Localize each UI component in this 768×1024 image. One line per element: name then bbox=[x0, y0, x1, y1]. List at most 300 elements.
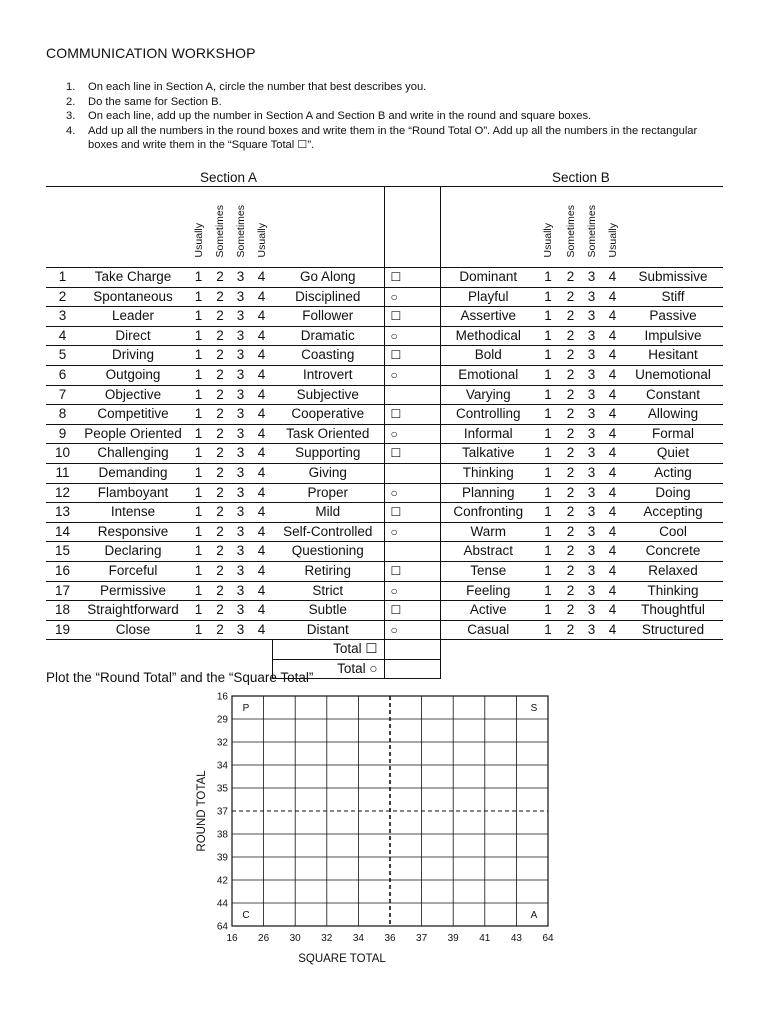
section-b-score-option[interactable]: 3 bbox=[581, 326, 602, 346]
section-a-left-trait: Challenging bbox=[79, 444, 187, 464]
row-number: 6 bbox=[46, 365, 79, 385]
section-a-score-option[interactable]: 2 bbox=[210, 522, 230, 542]
section-b-score-option[interactable]: 2 bbox=[560, 307, 581, 327]
section-a-left-trait: Responsive bbox=[79, 522, 187, 542]
section-b-score-option[interactable]: 4 bbox=[602, 268, 623, 288]
section-b-score-option[interactable]: 1 bbox=[536, 483, 560, 503]
section-a-score-option[interactable]: 3 bbox=[230, 385, 251, 405]
section-a-score-option[interactable]: 4 bbox=[251, 561, 272, 581]
section-b-score-option[interactable]: 1 bbox=[536, 326, 560, 346]
section-b-score-option[interactable]: 2 bbox=[560, 405, 581, 425]
section-b-score-option[interactable]: 1 bbox=[536, 385, 560, 405]
section-a-score-option[interactable]: 2 bbox=[210, 503, 230, 523]
section-b-right-trait: Doing bbox=[623, 483, 723, 503]
section-a-right-trait: Questioning bbox=[272, 542, 384, 562]
section-b-left-trait: Talkative bbox=[440, 444, 536, 464]
section-a-right-trait: Dramatic bbox=[272, 326, 384, 346]
section-b-score-option[interactable]: 2 bbox=[560, 581, 581, 601]
section-b-left-trait: Active bbox=[440, 601, 536, 621]
row-number: 7 bbox=[46, 385, 79, 405]
section-a-score-option[interactable]: 3 bbox=[230, 620, 251, 640]
section-a-right-trait: Giving bbox=[272, 463, 384, 483]
section-b-right-trait: Formal bbox=[623, 424, 723, 444]
section-a-right-trait: Mild bbox=[272, 503, 384, 523]
section-a-left-trait: Forceful bbox=[79, 561, 187, 581]
section-a-score-option[interactable]: 4 bbox=[251, 463, 272, 483]
row-number: 3 bbox=[46, 307, 79, 327]
x-tick-label: 30 bbox=[289, 933, 301, 944]
section-b-score-option[interactable]: 2 bbox=[560, 385, 581, 405]
section-b-score-option[interactable]: 4 bbox=[602, 307, 623, 327]
section-b-score-option[interactable]: 3 bbox=[581, 287, 602, 307]
section-b-right-trait: Constant bbox=[623, 385, 723, 405]
section-a-score-option[interactable]: 4 bbox=[251, 268, 272, 288]
score-box[interactable]: ○ bbox=[384, 424, 440, 444]
section-a-right-trait: Go Along bbox=[272, 268, 384, 288]
section-a-left-trait: Leader bbox=[79, 307, 187, 327]
score-box[interactable]: ☐ bbox=[384, 561, 440, 581]
section-b-score-option[interactable]: 1 bbox=[536, 522, 560, 542]
section-a-score-option[interactable]: 1 bbox=[187, 365, 210, 385]
y-tick-label: 42 bbox=[216, 875, 228, 887]
section-a-right-trait: Retiring bbox=[272, 561, 384, 581]
total-square-value-box[interactable] bbox=[384, 640, 440, 660]
score-box[interactable] bbox=[384, 542, 440, 562]
section-a-label: Section A bbox=[200, 170, 258, 185]
section-b-score-option[interactable]: 4 bbox=[602, 542, 623, 562]
section-a-score-option[interactable]: 3 bbox=[230, 405, 251, 425]
section-a-score-option[interactable]: 4 bbox=[251, 444, 272, 464]
section-b-score-option[interactable]: 4 bbox=[602, 346, 623, 366]
section-a-score-option[interactable]: 2 bbox=[210, 326, 230, 346]
section-b-score-option[interactable]: 4 bbox=[602, 561, 623, 581]
section-a-score-option[interactable]: 4 bbox=[251, 307, 272, 327]
table-row bbox=[46, 522, 723, 542]
y-tick-label: 64 bbox=[216, 921, 228, 933]
section-b-score-option[interactable]: 3 bbox=[581, 542, 602, 562]
section-a-left-trait: Permissive bbox=[79, 581, 187, 601]
section-b-score-option[interactable]: 3 bbox=[581, 268, 602, 288]
section-a-right-trait: Strict bbox=[272, 581, 384, 601]
section-a-score-option[interactable]: 1 bbox=[187, 307, 210, 327]
section-b-score-option[interactable]: 2 bbox=[560, 444, 581, 464]
section-b-right-trait: Thoughtful bbox=[623, 601, 723, 621]
section-a-score-option[interactable]: 3 bbox=[230, 522, 251, 542]
section-a-score-option[interactable]: 1 bbox=[187, 444, 210, 464]
section-a-score-option[interactable]: 1 bbox=[187, 463, 210, 483]
row-number: 2 bbox=[46, 287, 79, 307]
section-b-score-option[interactable]: 4 bbox=[602, 522, 623, 542]
section-a-score-option[interactable]: 3 bbox=[230, 601, 251, 621]
section-a-score-option[interactable]: 1 bbox=[187, 326, 210, 346]
section-b-score-option[interactable]: 1 bbox=[536, 444, 560, 464]
section-a-score-option[interactable]: 1 bbox=[187, 268, 210, 288]
section-b-right-trait: Structured bbox=[623, 620, 723, 640]
x-axis-title: SQUARE TOTAL bbox=[298, 953, 386, 965]
section-b-score-option[interactable]: 1 bbox=[536, 346, 560, 366]
section-b-right-trait: Unemotional bbox=[623, 365, 723, 385]
blank-cell bbox=[440, 659, 723, 679]
scale-header-b-text: Usually bbox=[542, 222, 554, 258]
section-a-score-option[interactable]: 3 bbox=[230, 326, 251, 346]
quadrant-corner-label: P bbox=[242, 703, 250, 714]
section-a-right-trait: Coasting bbox=[272, 346, 384, 366]
section-b-score-option[interactable]: 4 bbox=[602, 385, 623, 405]
section-b-score-option[interactable]: 3 bbox=[581, 346, 602, 366]
section-b-score-option[interactable]: 3 bbox=[581, 581, 602, 601]
section-b-score-option[interactable]: 1 bbox=[536, 287, 560, 307]
score-box[interactable] bbox=[384, 385, 440, 405]
section-b-score-option[interactable]: 1 bbox=[536, 561, 560, 581]
section-a-score-option[interactable]: 4 bbox=[251, 326, 272, 346]
section-a-score-option[interactable]: 3 bbox=[230, 287, 251, 307]
section-b-left-trait: Feeling bbox=[440, 581, 536, 601]
header-cell bbox=[272, 187, 384, 268]
section-b-left-trait: Planning bbox=[440, 483, 536, 503]
section-b-left-trait: Tense bbox=[440, 561, 536, 581]
section-a-score-option[interactable]: 4 bbox=[251, 365, 272, 385]
section-a-left-trait: Straightforward bbox=[79, 601, 187, 621]
y-tick-label: 38 bbox=[216, 829, 228, 841]
page-title: COMMUNICATION WORKSHOP bbox=[46, 45, 256, 61]
row-number: 5 bbox=[46, 346, 79, 366]
section-b-score-option[interactable]: 2 bbox=[560, 522, 581, 542]
section-a-score-option[interactable]: 4 bbox=[251, 601, 272, 621]
header-cell bbox=[623, 187, 723, 268]
section-b-score-option[interactable]: 2 bbox=[560, 561, 581, 581]
section-a-score-option[interactable]: 4 bbox=[251, 287, 272, 307]
table-row bbox=[46, 483, 723, 503]
score-box[interactable]: ○ bbox=[384, 522, 440, 542]
section-a-score-option[interactable]: 3 bbox=[230, 463, 251, 483]
instruction-number: 1. bbox=[66, 81, 76, 93]
table-row bbox=[46, 620, 723, 640]
section-a-score-option[interactable]: 2 bbox=[210, 561, 230, 581]
section-b-score-option[interactable]: 4 bbox=[602, 581, 623, 601]
section-b-left-trait: Casual bbox=[440, 620, 536, 640]
section-b-score-option[interactable]: 2 bbox=[560, 287, 581, 307]
section-b-score-option[interactable]: 1 bbox=[536, 503, 560, 523]
quadrant-corner-label: C bbox=[242, 910, 250, 921]
section-a-score-option[interactable]: 1 bbox=[187, 542, 210, 562]
section-a-score-option[interactable]: 3 bbox=[230, 365, 251, 385]
scale-header-a-text: Sometimes bbox=[214, 204, 226, 258]
section-b-score-option[interactable]: 1 bbox=[536, 581, 560, 601]
scale-header-a-text: Usually bbox=[255, 222, 268, 258]
scale-header-a bbox=[210, 187, 230, 268]
row-number: 8 bbox=[46, 405, 79, 425]
section-a-left-trait: Objective bbox=[79, 385, 187, 405]
section-b-left-trait: Emotional bbox=[440, 365, 536, 385]
section-b-score-option[interactable]: 2 bbox=[560, 365, 581, 385]
section-b-score-option[interactable]: 2 bbox=[560, 326, 581, 346]
section-a-score-option[interactable]: 1 bbox=[187, 287, 210, 307]
section-b-score-option[interactable]: 3 bbox=[581, 561, 602, 581]
section-b-right-trait: Passive bbox=[623, 307, 723, 327]
section-b-left-trait: Thinking bbox=[440, 463, 536, 483]
section-a-score-option[interactable]: 1 bbox=[187, 424, 210, 444]
section-b-right-trait: Acting bbox=[623, 463, 723, 483]
row-number: 13 bbox=[46, 503, 79, 523]
score-box[interactable]: ○ bbox=[384, 483, 440, 503]
section-b-score-option[interactable]: 4 bbox=[602, 620, 623, 640]
section-b-left-trait: Bold bbox=[440, 346, 536, 366]
total-round-value-box[interactable] bbox=[384, 659, 440, 679]
section-a-score-option[interactable]: 4 bbox=[251, 522, 272, 542]
table-row bbox=[46, 561, 723, 581]
section-b-score-option[interactable]: 1 bbox=[536, 365, 560, 385]
section-b-score-option[interactable]: 3 bbox=[581, 601, 602, 621]
section-b-right-trait: Accepting bbox=[623, 503, 723, 523]
score-box[interactable]: ☐ bbox=[384, 268, 440, 288]
section-a-score-option[interactable]: 2 bbox=[210, 405, 230, 425]
scale-header-a bbox=[187, 187, 210, 268]
section-b-score-option[interactable]: 3 bbox=[581, 444, 602, 464]
section-b-score-option[interactable]: 2 bbox=[560, 346, 581, 366]
section-b-score-option[interactable]: 2 bbox=[560, 503, 581, 523]
score-box[interactable]: ☐ bbox=[384, 503, 440, 523]
section-b-score-option[interactable]: 4 bbox=[602, 326, 623, 346]
section-a-score-option[interactable]: 1 bbox=[187, 561, 210, 581]
section-b-right-trait: Thinking bbox=[623, 581, 723, 601]
blank-cell bbox=[46, 640, 272, 660]
score-box[interactable]: ☐ bbox=[384, 601, 440, 621]
section-a-score-option[interactable]: 3 bbox=[230, 424, 251, 444]
section-b-score-option[interactable]: 3 bbox=[581, 405, 602, 425]
section-a-score-option[interactable]: 4 bbox=[251, 620, 272, 640]
section-b-score-option[interactable]: 1 bbox=[536, 405, 560, 425]
row-number: 14 bbox=[46, 522, 79, 542]
section-a-left-trait: Spontaneous bbox=[79, 287, 187, 307]
section-a-score-option[interactable]: 3 bbox=[230, 483, 251, 503]
section-b-left-trait: Abstract bbox=[440, 542, 536, 562]
section-a-score-option[interactable]: 3 bbox=[230, 268, 251, 288]
section-a-score-option[interactable]: 2 bbox=[210, 483, 230, 503]
row-number: 19 bbox=[46, 620, 79, 640]
section-a-left-trait: Intense bbox=[79, 503, 187, 523]
section-b-score-option[interactable]: 3 bbox=[581, 424, 602, 444]
section-b-score-option[interactable]: 3 bbox=[581, 522, 602, 542]
section-b-score-option[interactable]: 4 bbox=[602, 424, 623, 444]
table-row bbox=[46, 503, 723, 523]
section-a-score-option[interactable]: 3 bbox=[230, 561, 251, 581]
section-a-score-option[interactable]: 3 bbox=[230, 444, 251, 464]
section-b-score-option[interactable]: 2 bbox=[560, 424, 581, 444]
section-b-score-option[interactable]: 4 bbox=[602, 444, 623, 464]
section-b-score-option[interactable]: 3 bbox=[581, 463, 602, 483]
score-box[interactable]: ○ bbox=[384, 365, 440, 385]
section-a-score-option[interactable]: 2 bbox=[210, 444, 230, 464]
section-a-score-option[interactable]: 2 bbox=[210, 463, 230, 483]
section-a-score-option[interactable]: 4 bbox=[251, 483, 272, 503]
section-b-score-option[interactable]: 3 bbox=[581, 307, 602, 327]
section-a-score-option[interactable]: 3 bbox=[230, 581, 251, 601]
plot-instruction: Plot the “Round Total” and the “Square Total” bbox=[46, 670, 314, 685]
section-b-left-trait: Confronting bbox=[440, 503, 536, 523]
section-a-score-option[interactable]: 1 bbox=[187, 620, 210, 640]
score-box[interactable] bbox=[384, 463, 440, 483]
section-a-score-option[interactable]: 2 bbox=[210, 385, 230, 405]
section-a-score-option[interactable]: 1 bbox=[187, 483, 210, 503]
section-a-score-option[interactable]: 3 bbox=[230, 503, 251, 523]
section-a-score-option[interactable]: 4 bbox=[251, 405, 272, 425]
header-cell bbox=[46, 187, 79, 268]
section-b-score-option[interactable]: 2 bbox=[560, 268, 581, 288]
instruction-item bbox=[66, 95, 726, 110]
section-b-score-option[interactable]: 4 bbox=[602, 601, 623, 621]
section-b-score-option[interactable]: 1 bbox=[536, 268, 560, 288]
section-b-score-option[interactable]: 1 bbox=[536, 601, 560, 621]
section-a-score-option[interactable]: 4 bbox=[251, 542, 272, 562]
score-box[interactable]: ☐ bbox=[384, 307, 440, 327]
section-b-score-option[interactable]: 1 bbox=[536, 307, 560, 327]
y-tick-label: 16 bbox=[216, 691, 228, 703]
score-box[interactable]: ☐ bbox=[384, 346, 440, 366]
table-row bbox=[46, 581, 723, 601]
row-number: 11 bbox=[46, 463, 79, 483]
section-a-left-trait: People Oriented bbox=[79, 424, 187, 444]
section-a-right-trait: Introvert bbox=[272, 365, 384, 385]
x-tick-label: 37 bbox=[416, 933, 428, 944]
table-row bbox=[46, 601, 723, 621]
section-a-left-trait: Take Charge bbox=[79, 268, 187, 288]
section-a-score-option[interactable]: 1 bbox=[187, 581, 210, 601]
section-a-right-trait: Subtle bbox=[272, 601, 384, 621]
section-a-score-option[interactable]: 2 bbox=[210, 424, 230, 444]
x-tick-label: 39 bbox=[447, 933, 459, 944]
section-a-right-trait: Cooperative bbox=[272, 405, 384, 425]
score-box[interactable]: ○ bbox=[384, 620, 440, 640]
score-box[interactable]: ○ bbox=[384, 581, 440, 601]
section-a-left-trait: Competitive bbox=[79, 405, 187, 425]
instruction-text: Do the same for Section B. bbox=[88, 95, 222, 108]
section-a-right-trait: Supporting bbox=[272, 444, 384, 464]
y-axis-title: ROUND TOTAL bbox=[196, 770, 208, 852]
section-b-score-option[interactable]: 4 bbox=[602, 503, 623, 523]
section-a-score-option[interactable]: 4 bbox=[251, 346, 272, 366]
total-square-label: Total ☐ bbox=[272, 640, 384, 660]
score-box[interactable]: ○ bbox=[384, 287, 440, 307]
section-b-score-option[interactable]: 4 bbox=[602, 287, 623, 307]
section-b-score-option[interactable]: 3 bbox=[581, 483, 602, 503]
section-a-score-option[interactable]: 2 bbox=[210, 268, 230, 288]
row-number: 12 bbox=[46, 483, 79, 503]
row-number: 17 bbox=[46, 581, 79, 601]
section-a-score-option[interactable]: 1 bbox=[187, 601, 210, 621]
section-a-score-option[interactable]: 1 bbox=[187, 503, 210, 523]
table-row bbox=[46, 365, 723, 385]
section-a-right-trait: Disciplined bbox=[272, 287, 384, 307]
scale-header-row bbox=[46, 187, 723, 268]
section-a-left-trait: Driving bbox=[79, 346, 187, 366]
instruction-item bbox=[66, 80, 726, 95]
table-row bbox=[46, 463, 723, 483]
section-a-right-trait: Distant bbox=[272, 620, 384, 640]
section-b-score-option[interactable]: 1 bbox=[536, 463, 560, 483]
section-a-score-option[interactable]: 3 bbox=[230, 542, 251, 562]
x-tick-label: 26 bbox=[258, 933, 270, 944]
section-b-score-option[interactable]: 3 bbox=[581, 503, 602, 523]
section-a-score-option[interactable]: 4 bbox=[251, 503, 272, 523]
section-a-score-option[interactable]: 4 bbox=[251, 424, 272, 444]
section-b-score-option[interactable]: 4 bbox=[602, 483, 623, 503]
scale-header-b bbox=[560, 187, 581, 268]
instruction-number: 4. bbox=[66, 124, 76, 137]
table-row bbox=[46, 326, 723, 346]
section-b-score-option[interactable]: 1 bbox=[536, 424, 560, 444]
section-b-score-option[interactable]: 3 bbox=[581, 385, 602, 405]
section-a-score-option[interactable]: 2 bbox=[210, 542, 230, 562]
section-b-right-trait: Concrete bbox=[623, 542, 723, 562]
section-a-score-option[interactable]: 3 bbox=[230, 307, 251, 327]
instruction-number: 2. bbox=[66, 95, 76, 108]
section-a-score-option[interactable]: 1 bbox=[187, 346, 210, 366]
section-b-score-option[interactable]: 2 bbox=[560, 483, 581, 503]
section-b-left-trait: Methodical bbox=[440, 326, 536, 346]
row-number: 10 bbox=[46, 444, 79, 464]
section-b-score-option[interactable]: 3 bbox=[581, 365, 602, 385]
section-b-left-trait: Playful bbox=[440, 287, 536, 307]
y-tick-label: 35 bbox=[216, 783, 228, 795]
score-box[interactable]: ☐ bbox=[384, 405, 440, 425]
x-tick-label: 43 bbox=[510, 933, 522, 944]
section-a-left-trait: Outgoing bbox=[79, 365, 187, 385]
section-b-score-option[interactable]: 4 bbox=[602, 463, 623, 483]
section-b-score-option[interactable]: 3 bbox=[581, 620, 602, 640]
box-header-cell bbox=[384, 187, 440, 268]
score-box[interactable]: ☐ bbox=[384, 444, 440, 464]
section-b-score-option[interactable]: 1 bbox=[536, 542, 560, 562]
y-tick-label: 37 bbox=[216, 806, 228, 818]
x-tick-label: 64 bbox=[542, 933, 554, 944]
section-a-score-option[interactable]: 1 bbox=[187, 385, 210, 405]
section-b-left-trait: Assertive bbox=[440, 307, 536, 327]
section-a-score-option[interactable]: 2 bbox=[210, 365, 230, 385]
scale-header-b-text: Sometimes bbox=[585, 204, 598, 258]
section-a-score-option[interactable]: 2 bbox=[210, 307, 230, 327]
x-tick-label: 32 bbox=[321, 933, 333, 944]
section-a-right-trait: Self-Controlled bbox=[272, 522, 384, 542]
section-a-score-option[interactable]: 2 bbox=[210, 346, 230, 366]
section-a-score-option[interactable]: 3 bbox=[230, 346, 251, 366]
section-a-score-option[interactable]: 4 bbox=[251, 385, 272, 405]
section-a-score-option[interactable]: 2 bbox=[210, 287, 230, 307]
section-b-score-option[interactable]: 2 bbox=[560, 542, 581, 562]
section-a-score-option[interactable]: 4 bbox=[251, 581, 272, 601]
instruction-text: Add up all the numbers in the round boxes and write them in the “Round Total O”. Add up all the numbers in the rectangular boxes and write them in the “Square Total ☐”. bbox=[88, 124, 698, 152]
score-box[interactable]: ○ bbox=[384, 326, 440, 346]
section-b-left-trait: Dominant bbox=[440, 268, 536, 288]
section-a-score-option[interactable]: 2 bbox=[210, 601, 230, 621]
section-a-score-option[interactable]: 2 bbox=[210, 581, 230, 601]
instruction-text: On each line in Section A, circle the number that best describes you. bbox=[88, 81, 427, 93]
section-b-score-option[interactable]: 2 bbox=[560, 601, 581, 621]
section-b-left-trait: Varying bbox=[440, 385, 536, 405]
row-number: 16 bbox=[46, 561, 79, 581]
row-number: 1 bbox=[46, 268, 79, 288]
section-b-left-trait: Informal bbox=[440, 424, 536, 444]
table-row bbox=[46, 385, 723, 405]
section-b-score-option[interactable]: 4 bbox=[602, 405, 623, 425]
section-b-score-option[interactable]: 2 bbox=[560, 463, 581, 483]
section-b-score-option[interactable]: 4 bbox=[602, 365, 623, 385]
section-a-score-option[interactable]: 1 bbox=[187, 522, 210, 542]
section-b-score-option[interactable]: 1 bbox=[536, 620, 560, 640]
section-a-score-option[interactable]: 2 bbox=[210, 620, 230, 640]
section-b-score-option[interactable]: 2 bbox=[560, 620, 581, 640]
section-a-score-option[interactable]: 1 bbox=[187, 405, 210, 425]
section-a-right-trait: Subjective bbox=[272, 385, 384, 405]
